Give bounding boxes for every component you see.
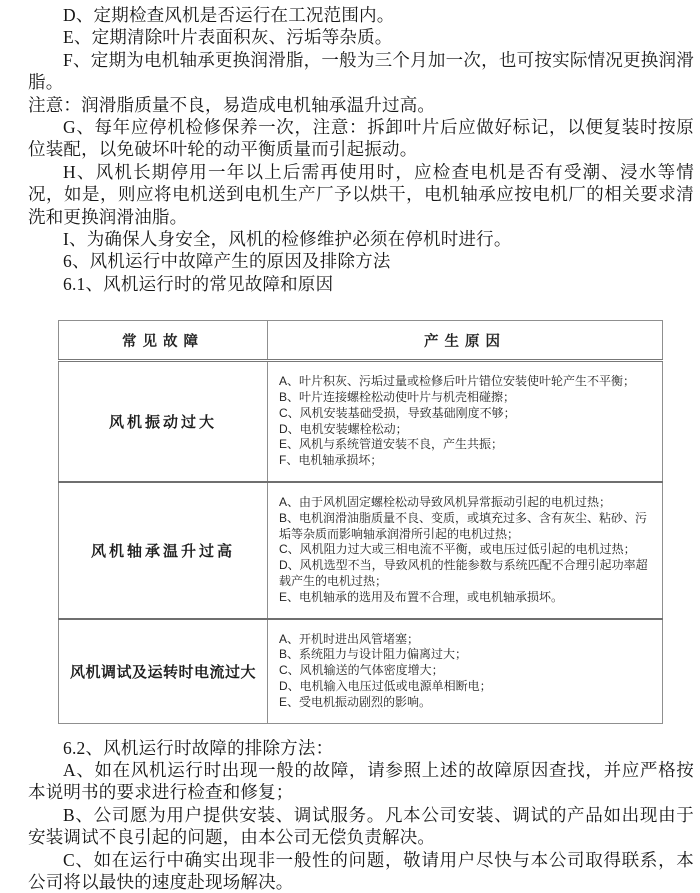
table-header-fault: 常见故障	[59, 321, 268, 361]
fault-name-over-current: 风机调试及运转时电流过大	[59, 619, 268, 723]
fault-cause-table	[58, 320, 663, 723]
paragraph-remedy-c: C、如在运行中确实出现非一般性的问题，敬请用户尽快与本公司取得联系，本公司将以最快的速度赴现场解决。	[28, 849, 694, 893]
fault-name-vibration: 风机振动过大	[59, 361, 268, 482]
cause-item: D、电机输入电压过低或电源单相断电；	[279, 679, 492, 694]
cause-item: C、风机安装基础受损，导致基础刚度不够；	[279, 405, 516, 420]
paragraph-maintenance-i: I、为确保人身安全，风机的检修维护必须在停机时进行。	[63, 229, 512, 250]
cause-list-vibration	[268, 361, 663, 482]
table-row-bearing-temp	[59, 482, 663, 619]
cause-item: B、电机润滑油脂质量不良、变质，或填充过多、含有灰尘、粘砂、污垢等杂质而影响轴承润滑所引起的电机过热；	[279, 510, 648, 541]
section-heading-6-1: 6.1、风机运行时的常见故障和原因	[63, 273, 334, 294]
cause-item: A、由于风机固定螺栓松动导致风机异常振动引起的电机过热；	[279, 495, 612, 510]
paragraph-remedy-b: B、公司愿为用户提供安装、调试服务。凡本公司安装、调试的产品如出现由于安装调试不良引起的问题，由本公司无偿负责解决。	[28, 804, 694, 848]
paragraph-remedy-a: A、如在风机运行时出现一般的故障，请参照上述的故障原因查找，并应严格按本说明书的要求进行检查和修复；	[28, 760, 694, 803]
cause-item: F、电机轴承损坏；	[279, 453, 383, 468]
table-header-row	[59, 321, 663, 361]
section-heading-6-2: 6.2、风机运行时故障的排除方法：	[63, 737, 334, 758]
paragraph-note: 注意：润滑脂质量不良，易造成电机轴承温升过高。	[28, 94, 436, 115]
paragraph-maintenance-d: D、定期检查风机是否运行在工况范围内。	[63, 5, 395, 25]
section-heading-6: 6、风机运行中故障产生的原因及排除方法	[63, 251, 391, 272]
cause-item: D、风机选型不当，导致风机的性能参数与系统匹配不合理引起功率超载产生的电机过热；	[279, 558, 648, 589]
paragraph-maintenance-h: H、风机长期停用一年以上后需再使用时，应检查电机是否有受潮、浸水等情况，如是，则应将电机送到电机生产厂予以烘干，电机轴承应按电机厂的相关要求清洗和更换润滑油脂。	[28, 161, 694, 227]
paragraph-maintenance-e: E、定期清除叶片表面积灰、污垢等杂质。	[63, 27, 393, 48]
table-row-over-current	[59, 619, 663, 723]
cause-item: E、风机与系统管道安装不良，产生共振；	[279, 437, 504, 452]
paragraph-maintenance-g: G、每年应停机检修保养一次，注意：拆卸叶片后应做好标记，以便复装时按原位装配，以免破坏叶轮的动平衡质量而引起振动。	[28, 117, 694, 160]
cause-item: A、开机时进出风管堵塞；	[279, 631, 420, 646]
cause-item: C、风机阻力过大或三相电流不平衡，或电压过低引起的电机过热；	[279, 542, 636, 557]
cause-item: E、受电机振动剧烈的影响。	[279, 694, 432, 709]
cause-list-over-current	[268, 619, 663, 723]
cause-item: B、叶片连接螺栓松动使叶片与机壳相碰擦；	[279, 390, 516, 405]
table-row-vibration	[59, 361, 663, 482]
paragraph-maintenance-f: F、定期为电机轴承更换润滑脂，一般为三个月加一次，也可按实际情况更换润滑脂。	[28, 49, 694, 93]
table-header-cause: 产生原因	[268, 321, 663, 361]
cause-list-bearing-temp	[268, 482, 663, 619]
cause-item: E、电机轴承的选用及布置不合理，或电机轴承损坏。	[279, 589, 564, 604]
cause-item: C、风机输送的气体密度增大；	[279, 663, 444, 678]
fault-name-bearing-temp: 风机轴承温升过高	[59, 482, 268, 619]
cause-item: D、电机安装螺栓松动；	[279, 421, 408, 436]
cause-item: A、叶片积灰、污垢过量或检修后叶片错位安装使叶轮产生不平衡；	[279, 374, 636, 389]
cause-item: B、系统阻力与设计阻力偏离过大；	[279, 647, 468, 662]
